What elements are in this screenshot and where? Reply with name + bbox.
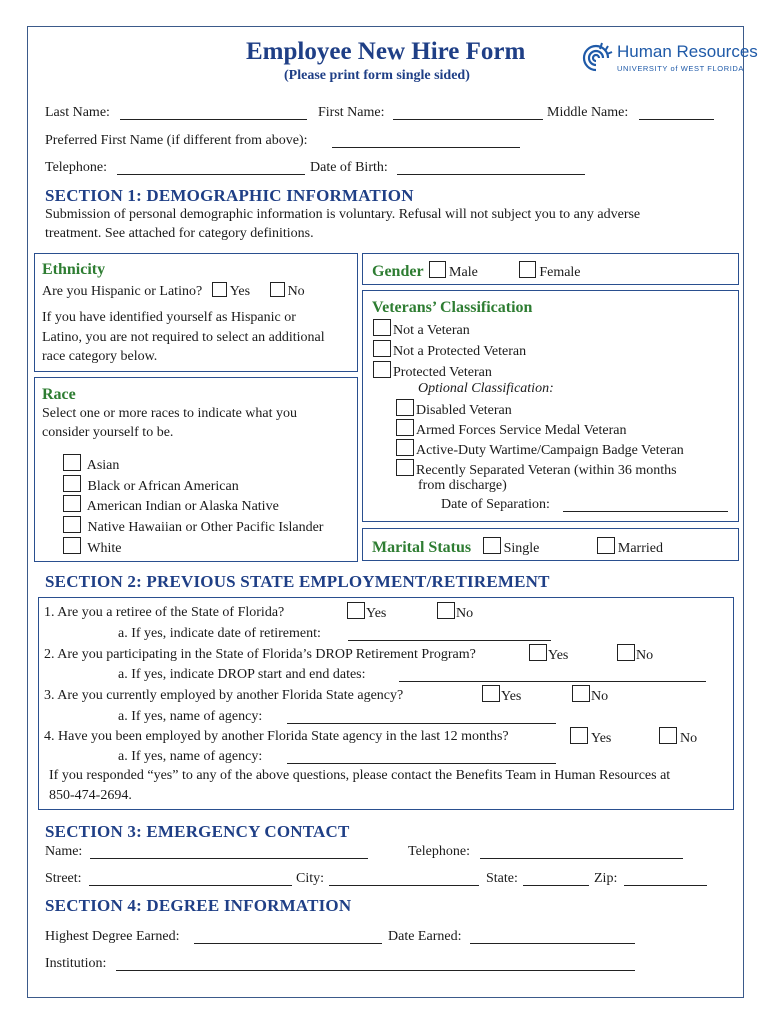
gender-row [372,261,581,281]
date-separation-field[interactable] [563,498,728,512]
q2-yes [529,644,568,664]
preferred-name-field[interactable] [332,134,520,148]
gender-male-checkbox[interactable] [429,261,446,278]
q3a-text: a. If yes, name of agency: [118,709,263,724]
q4a-text: a. If yes, name of agency: [118,749,263,764]
q2-text: 2. Are you participating in the State of Florida’s DROP Retirement Program? [44,647,476,662]
q4-text: 4. Have you been employed by another Florida State agency in the last 12 months? [44,729,509,744]
q1-yes-label: Yes [366,606,387,621]
race-hawaiian-checkbox[interactable] [63,516,81,533]
q3-yes-label: Yes [501,689,522,704]
ec-state-label: State: [486,871,518,886]
race-option-label: White [87,541,122,556]
date-earned-field[interactable] [470,930,635,944]
from-discharge-label: from discharge) [418,478,507,493]
hispanic-yes-label: Yes [229,284,251,299]
first-name-field[interactable] [393,106,543,120]
q1a-field[interactable] [348,627,551,641]
date-separation-label: Date of Separation: [441,497,550,512]
veteran-option-label: Disabled Veteran [416,403,512,418]
section1-title: SECTION 1: DEMOGRAPHIC INFORMATION [45,186,414,205]
hispanic-no-label: No [287,284,305,299]
disabled-veteran-checkbox[interactable] [396,399,414,416]
hispanic-yes-checkbox[interactable] [212,282,227,297]
q2-yes-label: Yes [548,648,569,663]
veteran-option-label: Active-Duty Wartime/Campaign Badge Veteran [416,443,684,458]
veteran-option-protected [373,361,492,381]
ec-telephone-field[interactable] [480,845,683,859]
date-earned-label: Date Earned: [388,929,462,944]
q2a-text: a. If yes, indicate DROP start and end dates: [118,667,366,682]
race-option-american-indian [63,495,279,515]
first-name-label: First Name: [318,105,385,120]
q1-yes [347,602,386,622]
marital-married-label: Married [617,541,663,556]
q3-text: 3. Are you currently employed by another Florida State agency? [44,688,404,703]
ec-city-field[interactable] [329,872,479,886]
ec-street-label: Street: [45,871,82,886]
ec-state-field[interactable] [523,872,589,886]
ec-street-field[interactable] [89,872,292,886]
logo-line1: Human Resources [617,42,758,61]
protected-veteran-checkbox[interactable] [373,361,391,378]
marital-row [372,537,663,557]
q1-text: 1. Are you a retiree of the State of Florida? [44,605,285,620]
q2-yes-checkbox[interactable] [529,644,547,661]
ec-zip-label: Zip: [594,871,618,886]
veteran-option-active-duty [396,439,684,459]
race-american-indian-checkbox[interactable] [63,495,81,512]
telephone-label: Telephone: [45,160,107,175]
middle-name-label: Middle Name: [547,105,629,120]
middle-name-field[interactable] [639,106,714,120]
last-name-field[interactable] [120,106,307,120]
q1-no-checkbox[interactable] [437,602,455,619]
active-duty-veteran-checkbox[interactable] [396,439,414,456]
degree-field[interactable] [194,930,382,944]
veteran-option-not-veteran [373,319,470,339]
not-protected-veteran-checkbox[interactable] [373,340,391,357]
veteran-option-label: Not a Protected Veteran [393,344,527,359]
hispanic-no-checkbox[interactable] [270,282,285,297]
q3a-field[interactable] [287,710,556,724]
dob-label: Date of Birth: [310,160,388,175]
race-black-checkbox[interactable] [63,475,81,492]
section1-intro-line2: treatment. See attached for category definitions. [45,226,314,241]
logo-line2: UNIVERSITY of WEST FLORIDA [617,64,745,73]
q2-no [617,644,653,664]
q3-yes [482,685,521,705]
q2-no-checkbox[interactable] [617,644,635,661]
q3-yes-checkbox[interactable] [482,685,500,702]
marital-single-label: Single [503,541,540,556]
ethnicity-note-line2: Latino, you are not required to select an additional [42,330,325,345]
marital-single-checkbox[interactable] [483,537,501,554]
race-text-line2: consider yourself to be. [42,425,174,440]
optional-classification-label: Optional Classification: [418,381,554,396]
veterans-title: Veterans’ Classification [372,299,533,316]
gender-title: Gender [372,263,424,280]
race-option-label: Black or African American [87,479,239,494]
institution-label: Institution: [45,956,107,971]
telephone-field[interactable] [117,161,305,175]
section3-title: SECTION 3: EMERGENCY CONTACT [45,822,350,841]
q4-yes-label: Yes [591,731,612,746]
ec-name-field[interactable] [90,845,368,859]
race-option-asian [63,454,119,474]
form-subtitle: (Please print form single sided) [284,68,470,83]
race-option-label: Asian [86,458,120,473]
q3-no-label: No [591,689,609,704]
dob-field[interactable] [397,161,585,175]
q2a-field[interactable] [399,668,706,682]
q4-yes [570,727,611,747]
section1-intro-line1: Submission of personal demographic information is voluntary. Refusal will not subject you to any adverse [45,207,641,222]
ethnicity-title: Ethnicity [42,261,106,278]
marital-married-checkbox[interactable] [597,537,615,554]
veteran-option-label: Armed Forces Service Medal Veteran [416,423,627,438]
veteran-option-not-protected [373,340,526,360]
q3-no-checkbox[interactable] [572,685,590,702]
q4a-field[interactable] [287,750,556,764]
institution-field[interactable] [116,957,635,971]
section4-title: SECTION 4: DEGREE INFORMATION [45,896,352,915]
veteran-option-label: Not a Veteran [393,323,470,338]
gender-female-checkbox[interactable] [519,261,536,278]
q4-no-checkbox[interactable] [659,727,677,744]
recently-separated-veteran-checkbox[interactable] [396,459,414,476]
gender-male-label: Male [449,265,478,280]
race-option-hawaiian [63,516,323,536]
veteran-option-recently-separated [396,459,677,479]
q1a-text: a. If yes, indicate date of retirement: [118,626,321,641]
veteran-option-label: Protected Veteran [393,365,492,380]
hispanic-question [42,282,305,300]
q4-no [659,727,697,747]
q4-yes-checkbox[interactable] [570,727,588,744]
race-text-line1: Select one or more races to indicate what you [42,406,298,421]
ec-city-label: City: [296,871,325,886]
race-option-black [63,475,239,495]
q4-no-label: No [680,731,698,746]
ethnicity-note-line1: If you have identified yourself as Hispanic or [42,310,296,325]
q1-no [437,602,473,622]
race-option-label: Native Hawaiian or Other Pacific Islander [87,520,324,535]
race-option-label: American Indian or Alaska Native [86,499,279,514]
q1-yes-checkbox[interactable] [347,602,365,619]
marital-title: Marital Status [372,539,472,556]
q1-no-label: No [456,606,474,621]
degree-label: Highest Degree Earned: [45,929,180,944]
race-white-checkbox[interactable] [63,537,81,554]
race-asian-checkbox[interactable] [63,454,81,471]
not-veteran-checkbox[interactable] [373,319,391,336]
veteran-option-label: Recently Separated Veteran (within 36 months [416,463,677,478]
ec-zip-field[interactable] [624,872,707,886]
race-title: Race [42,386,76,403]
race-option-white [63,537,121,557]
preferred-name-label: Preferred First Name (if different from above): [45,133,308,148]
q2-no-label: No [636,648,654,663]
section2-title: SECTION 2: PREVIOUS STATE EMPLOYMENT/RETIREMENT [45,572,550,591]
nautilus-logo-icon [578,40,614,76]
ec-name-label: Name: [45,844,83,859]
hispanic-question-text: Are you Hispanic or Latino? [42,284,203,299]
ethnicity-note-line3: race category below. [42,349,158,364]
armed-forces-veteran-checkbox[interactable] [396,419,414,436]
veteran-option-disabled [396,399,512,419]
section2-note-line1: If you responded “yes” to any of the above questions, please contact the Benefits Team in Human Resources at [49,768,671,783]
q3-no [572,685,608,705]
veteran-option-armed-forces [396,419,626,439]
ec-telephone-label: Telephone: [408,844,470,859]
gender-female-label: Female [539,265,581,280]
form-title: Employee New Hire Form [246,38,526,65]
last-name-label: Last Name: [45,105,110,120]
section2-note-line2: 850-474-2694. [49,788,132,803]
